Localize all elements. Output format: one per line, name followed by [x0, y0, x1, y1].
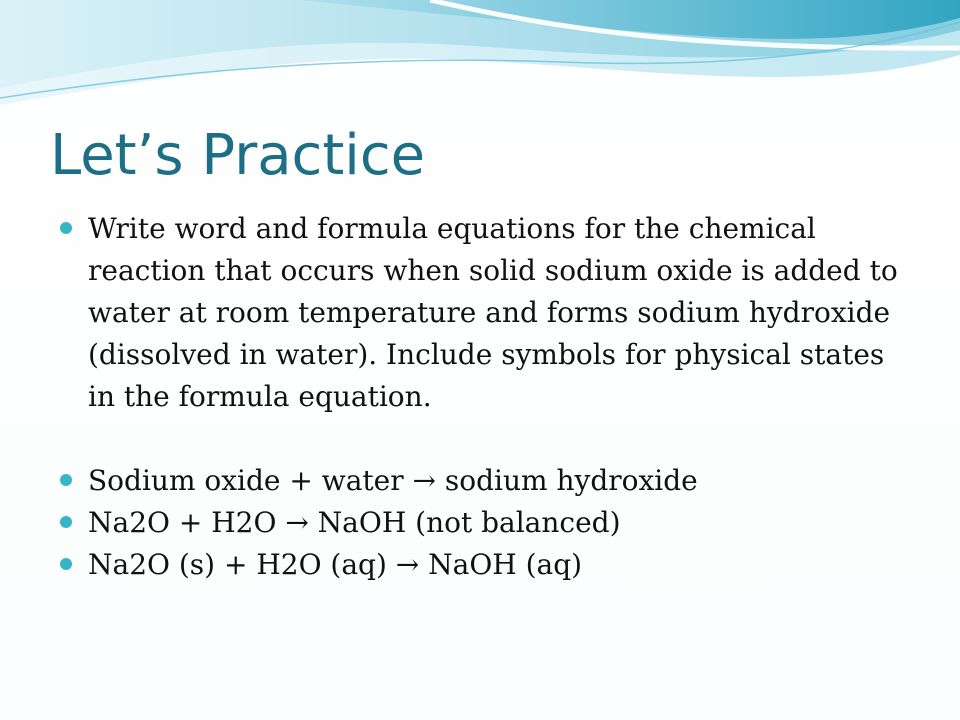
bullet-dot-icon — [60, 516, 72, 528]
bullet-item-formula-equation — [60, 502, 920, 544]
bullet-dot-icon — [60, 222, 72, 234]
bullet-text: Na2O (s) + H2O (aq) → NaOH (aq) — [88, 548, 583, 581]
bullet-item-states-equation — [60, 544, 920, 586]
bullet-list — [60, 208, 920, 586]
slide-title: Let’s Practice — [50, 123, 426, 188]
bullet-dot-icon — [60, 474, 72, 486]
bullet-dot-icon — [60, 558, 72, 570]
decorative-wave-banner — [0, 0, 960, 120]
bullet-text: Write word and formula equations for the chemical reaction that occurs when solid sodium oxide is added to water at room temperature and forms sodium hydroxide (dissolved in water). Include symbols for physical states in the formula equation. — [88, 212, 898, 413]
bullet-item-word-equation — [60, 460, 920, 502]
bullet-text: Na2O + H2O → NaOH (not balanced) — [88, 506, 621, 539]
bullet-text: Sodium oxide + water → sodium hydroxide — [88, 464, 698, 497]
bullet-item-instructions — [60, 208, 920, 418]
